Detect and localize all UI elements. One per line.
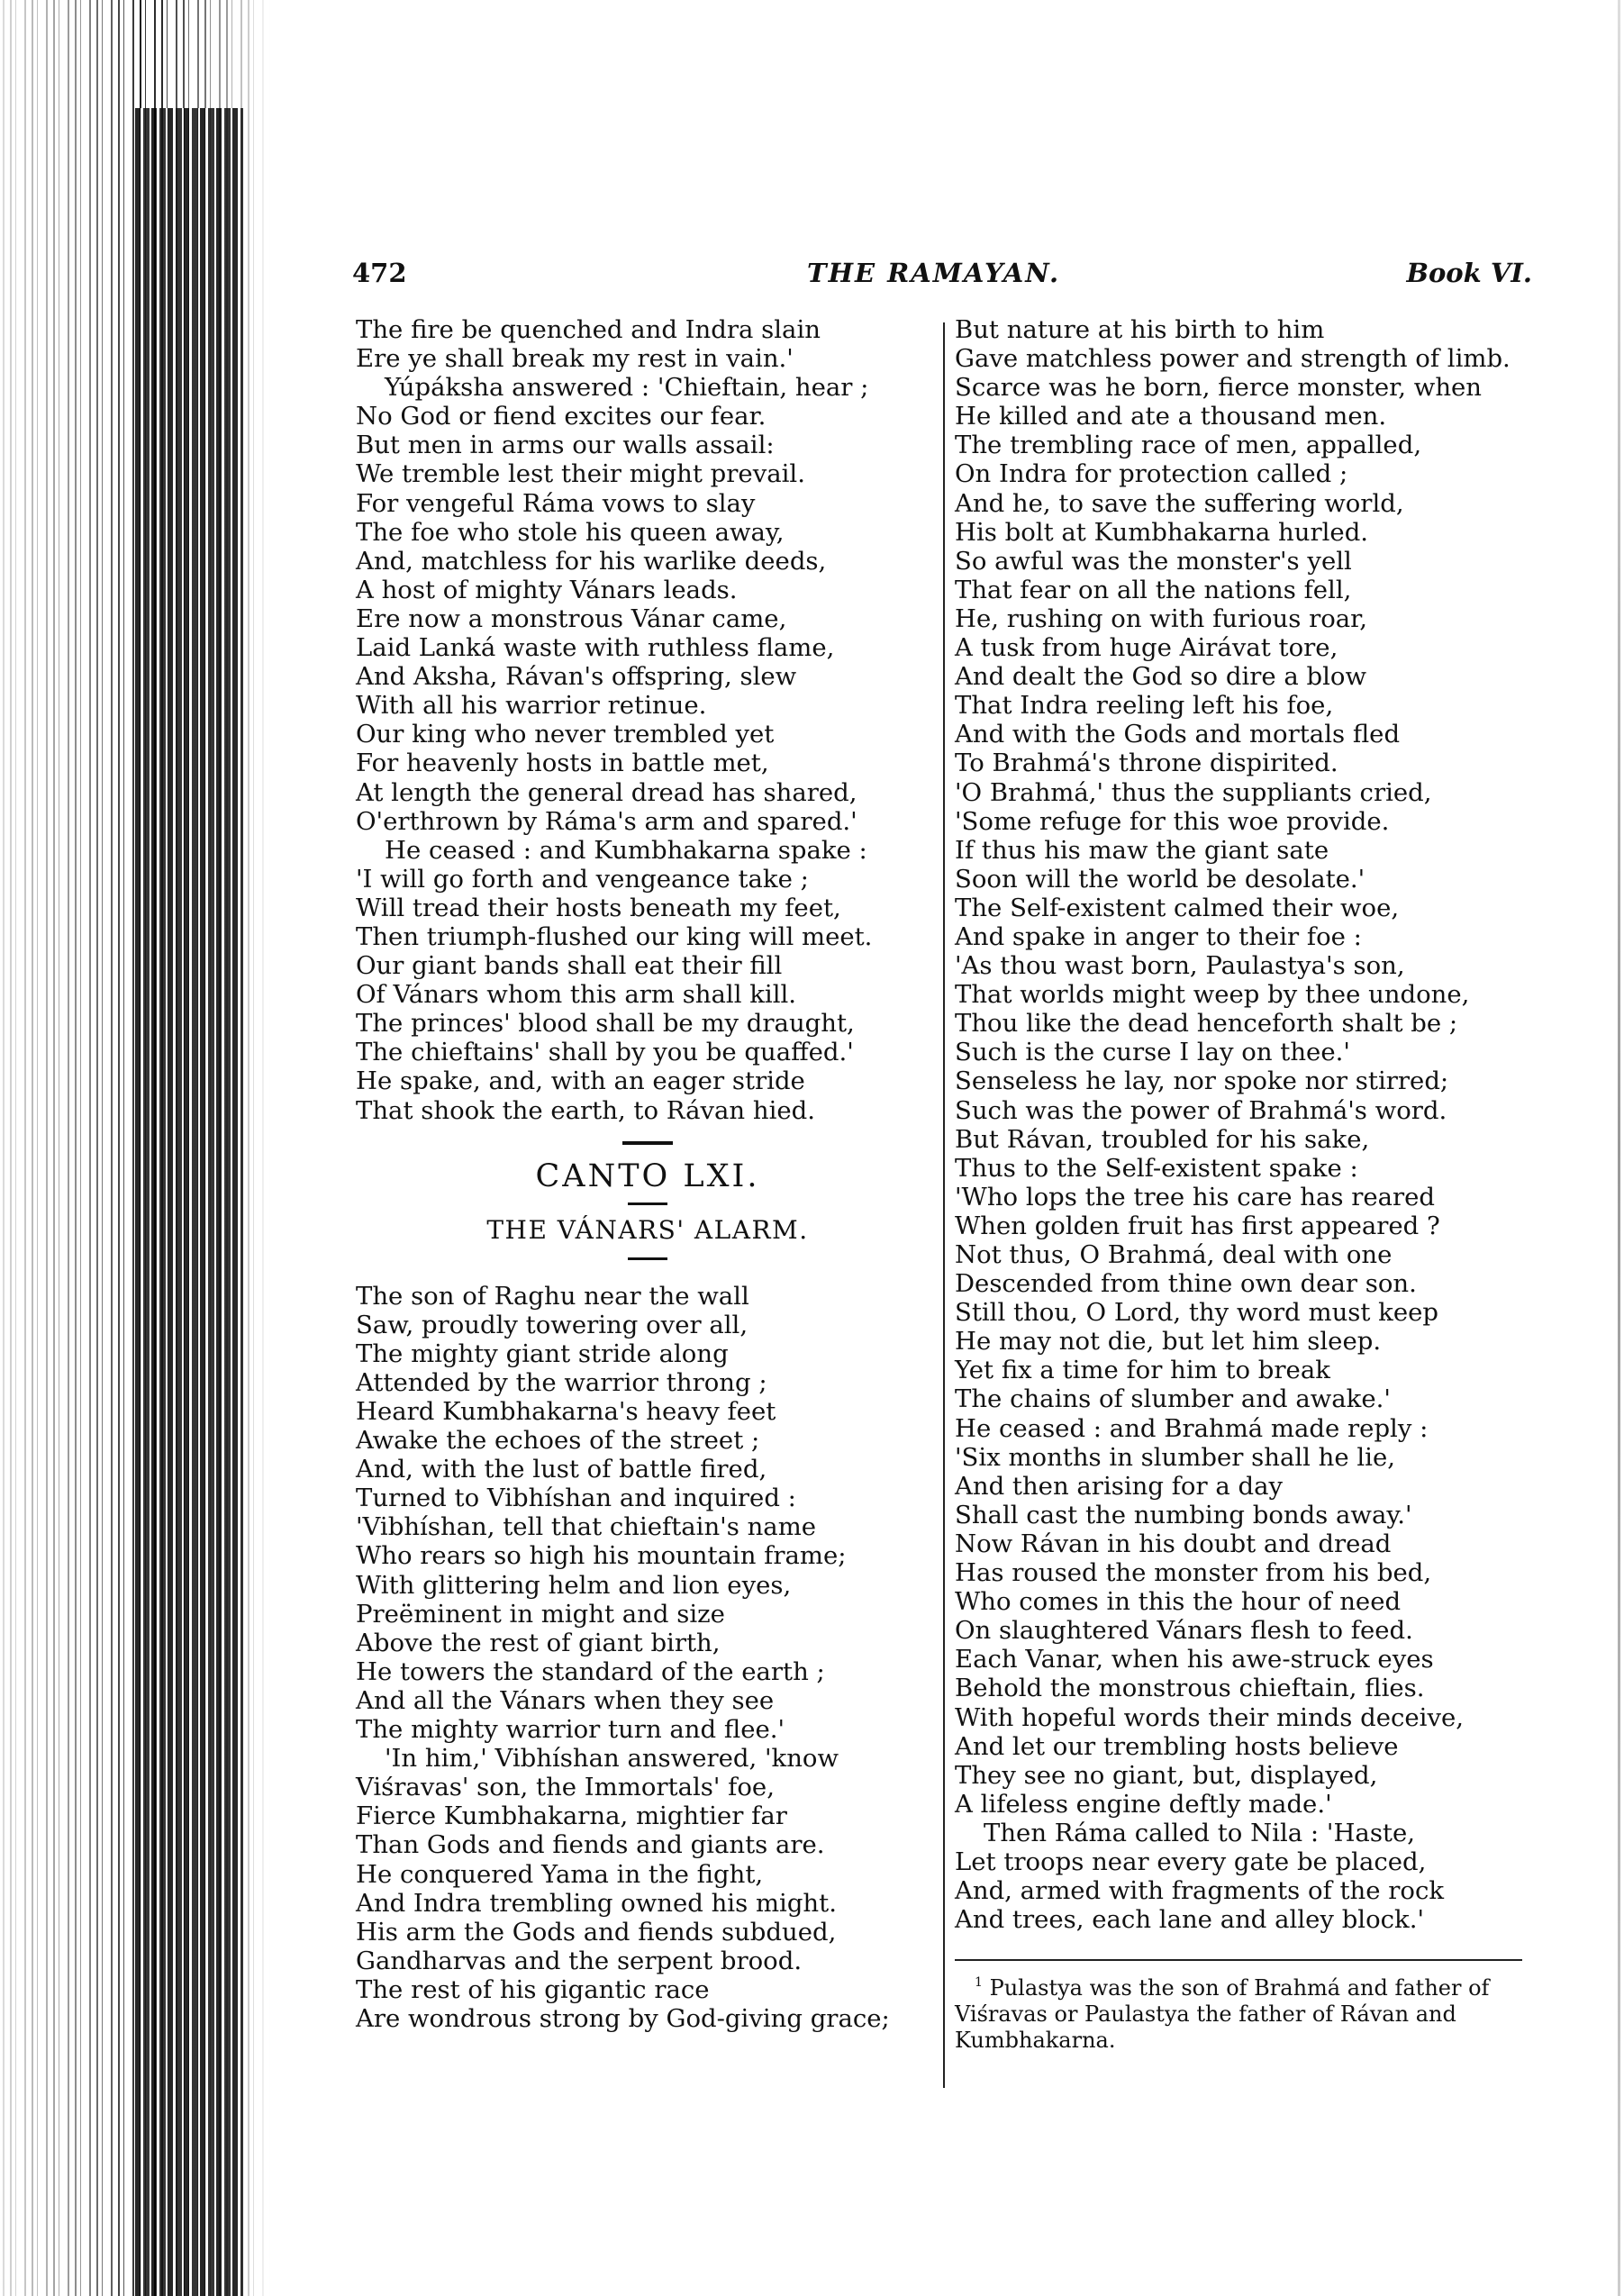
canto-divider bbox=[628, 1202, 667, 1205]
verse-line: On slaughtered Vánars flesh to feed. bbox=[955, 1616, 1413, 1646]
verse-line: To Brahmá's throne dispirited. bbox=[955, 749, 1338, 778]
verse-line: Still thou, O Lord, thy word must keep bbox=[955, 1298, 1439, 1328]
verse-line: Then triumph-flushed our king will meet. bbox=[356, 921, 873, 951]
verse-line: Viśravas' son, the Immortals' foe, bbox=[356, 1773, 775, 1802]
verse-line: The fire be quenched and Indra slain bbox=[356, 315, 821, 344]
verse-line: He towers the standard of the earth ; bbox=[356, 1656, 825, 1686]
verse-line: When golden fruit has first appeared ? bbox=[955, 1211, 1440, 1240]
verse-line: The chains of slumber and awake.' bbox=[955, 1384, 1391, 1414]
column-rule bbox=[943, 322, 945, 2088]
verse-block-top bbox=[356, 315, 939, 1125]
verse-line: No God or fiend excites our fear. bbox=[356, 402, 767, 431]
page-binding-shadow bbox=[135, 108, 243, 2296]
verse-line: 'Who lops the tree his care has reared bbox=[955, 1182, 1436, 1212]
verse-line: And Aksha, Rávan's offspring, slew bbox=[356, 662, 797, 692]
verse-line: With all his warrior retinue. bbox=[356, 691, 707, 721]
verse-line: That shook the earth, to Rávan hied. bbox=[356, 1095, 816, 1125]
verse-line: With hopeful words their minds deceive, bbox=[955, 1702, 1465, 1732]
verse-line: Yúpáksha answered : 'Chieftain, hear ; bbox=[385, 373, 869, 403]
verse-line: Saw, proudly towering over all, bbox=[356, 1310, 748, 1339]
verse-line: Soon will the world be desolate.' bbox=[955, 864, 1365, 894]
verse-line: Such was the power of Brahmá's word. bbox=[955, 1095, 1447, 1125]
verse-line: He ceased : and Kumbhakarna spake : bbox=[385, 835, 867, 865]
verse-line: 'In him,' Vibhíshan answered, 'know bbox=[385, 1744, 839, 1774]
verse-line: The mighty warrior turn and flee.' bbox=[356, 1715, 785, 1745]
verse-line: 'As thou wast born, Paulastya's son, bbox=[955, 951, 1405, 981]
verse-line: And, armed with fragments of the rock bbox=[955, 1876, 1445, 1906]
verse-line: Than Gods and fiends and giants are. bbox=[356, 1830, 825, 1860]
verse-line: At length the general dread has shared, bbox=[356, 777, 857, 807]
verse-line: The son of Raghu near the wall bbox=[356, 1281, 749, 1311]
page-number: 472 bbox=[352, 258, 407, 288]
footnote-marker: 1 bbox=[975, 1975, 983, 1991]
verse-line: His bolt at Kumbhakarna hurled. bbox=[955, 517, 1369, 547]
verse-line: Scarce was he born, fierce monster, when bbox=[955, 373, 1483, 403]
verse-line: Gandharvas and the serpent brood. bbox=[356, 1946, 803, 1975]
verse-line: Descended from thine own dear son. bbox=[955, 1269, 1417, 1299]
verse-line: A tusk from huge Airávat tore, bbox=[955, 633, 1338, 663]
verse-line: Will tread their hosts beneath my feet, bbox=[356, 893, 841, 922]
section-divider bbox=[622, 1141, 673, 1145]
footnote bbox=[955, 1970, 1540, 2054]
book-label: Book VI. bbox=[1406, 258, 1532, 288]
verse-line: Awake the echoes of the street ; bbox=[356, 1426, 760, 1456]
right-column bbox=[955, 315, 1540, 2054]
verse-line: Thus to the Self-existent spake : bbox=[955, 1153, 1358, 1183]
verse-line: And spake in anger to their foe : bbox=[955, 921, 1362, 951]
verse-line: And with the Gods and mortals fled bbox=[955, 720, 1401, 749]
verse-line: But nature at his birth to him bbox=[955, 315, 1325, 344]
verse-line: 'Six months in slumber shall he lie, bbox=[955, 1442, 1395, 1472]
verse-line: And all the Vánars when they see bbox=[356, 1685, 775, 1715]
verse-line: 'Some refuge for this woe provide. bbox=[955, 806, 1390, 836]
verse-line: If thus his maw the giant sate bbox=[955, 835, 1329, 865]
verse-block-right bbox=[955, 315, 1540, 1934]
verse-line: Our king who never trembled yet bbox=[356, 720, 775, 749]
verse-line: 'I will go forth and vengeance take ; bbox=[356, 864, 809, 894]
verse-line: Behold the monstrous chieftain, flies. bbox=[955, 1674, 1425, 1703]
verse-line: Has roused the monster from his bed, bbox=[955, 1558, 1432, 1588]
verse-line: And let our trembling hosts believe bbox=[955, 1731, 1399, 1761]
verse-line: The mighty giant stride along bbox=[356, 1339, 729, 1368]
verse-line: Turned to Vibhíshan and inquired : bbox=[356, 1484, 796, 1513]
verse-line: Shall cast the numbing bonds away.' bbox=[955, 1500, 1412, 1529]
verse-line: Gave matchless power and strength of limb. bbox=[955, 344, 1511, 374]
verse-line: He conquered Yama in the fight, bbox=[356, 1859, 764, 1889]
verse-line: And he, to save the suffering world, bbox=[955, 488, 1404, 518]
verse-line: Not thus, O Brahmá, deal with one bbox=[955, 1240, 1393, 1269]
verse-line: Senseless he lay, nor spoke nor stirred; bbox=[955, 1066, 1449, 1096]
verse-line: His arm the Gods and fiends subdued, bbox=[356, 1917, 837, 1947]
verse-line: The foe who stole his queen away, bbox=[356, 517, 785, 547]
verse-line: Ere ye shall break my rest in vain.' bbox=[356, 344, 794, 374]
verse-line: The rest of his gigantic race bbox=[356, 1974, 710, 2004]
verse-line: Then Ráma called to Nila : 'Haste, bbox=[984, 1818, 1415, 1847]
footnote-text: Pulastya was the son of Brahmá and father of Viśravas or Paulastya the father of Rávan and Kumbhakarna. bbox=[955, 1975, 1490, 2054]
verse-line: Attended by the warrior throng ; bbox=[356, 1367, 767, 1397]
verse-line: But Rávan, troubled for his sake, bbox=[955, 1124, 1370, 1154]
verse-line: A host of mighty Vánars leads. bbox=[356, 575, 738, 604]
verse-line: The trembling race of men, appalled, bbox=[955, 431, 1422, 460]
verse-line: Ere now a monstrous Vánar came, bbox=[356, 603, 787, 633]
verse-line: And trees, each lane and alley block.' bbox=[955, 1905, 1425, 1935]
verse-line: He ceased : and Brahmá made reply : bbox=[955, 1413, 1429, 1443]
canto-title-divider bbox=[628, 1257, 667, 1260]
verse-line: Who rears so high his mountain frame; bbox=[356, 1541, 847, 1571]
verse-line: On Indra for protection called ; bbox=[955, 459, 1348, 489]
verse-line: Above the rest of giant birth, bbox=[356, 1628, 721, 1657]
verse-line: The princes' blood shall be my draught, bbox=[356, 1009, 855, 1039]
verse-line: He killed and ate a thousand men. bbox=[955, 402, 1387, 431]
verse-line: And dealt the God so dire a blow bbox=[955, 662, 1367, 692]
verse-line: He, rushing on with furious roar, bbox=[955, 603, 1368, 633]
verse-line: Laid Lanká waste with ruthless flame, bbox=[356, 633, 835, 663]
left-column bbox=[356, 315, 939, 2033]
verse-line: For heavenly hosts in battle met, bbox=[356, 749, 769, 778]
verse-line: That worlds might weep by thee undone, bbox=[955, 980, 1470, 1010]
verse-line: That Indra reeling left his foe, bbox=[955, 691, 1334, 721]
verse-line: Each Vanar, when his awe-struck eyes bbox=[955, 1645, 1434, 1674]
running-header bbox=[352, 252, 1532, 297]
canto-title: THE VÁNARS' ALARM. bbox=[486, 1214, 809, 1245]
verse-line: With glittering helm and lion eyes, bbox=[356, 1570, 792, 1600]
verse-line: 'O Brahmá,' thus the suppliants cried, bbox=[955, 777, 1432, 807]
verse-line: They see no giant, but, displayed, bbox=[955, 1760, 1378, 1790]
page-right-edge bbox=[1618, 0, 1620, 2296]
verse-line: Preëminent in might and size bbox=[356, 1599, 725, 1629]
verse-line: He spake, and, with an eager stride bbox=[356, 1066, 805, 1096]
verse-line: And Indra trembling owned his might. bbox=[356, 1888, 837, 1918]
verse-line: And, with the lust of battle fired, bbox=[356, 1455, 767, 1484]
verse-line: The chieftains' shall by you be quaffed.' bbox=[356, 1038, 854, 1067]
verse-line: Now Rávan in his doubt and dread bbox=[955, 1529, 1392, 1558]
verse-line: A lifeless engine deftly made.' bbox=[955, 1789, 1332, 1819]
verse-line: Are wondrous strong by God-giving grace; bbox=[356, 2003, 890, 2033]
verse-line: Heard Kumbhakarna's heavy feet bbox=[356, 1397, 776, 1426]
verse-line: So awful was the monster's yell bbox=[955, 546, 1352, 576]
verse-line: Fierce Kumbhakarna, mightier far bbox=[356, 1801, 787, 1831]
verse-line: He may not die, but let him sleep. bbox=[955, 1327, 1382, 1357]
verse-line: Let troops near every gate be placed, bbox=[955, 1847, 1427, 1876]
verse-line: Of Vánars whom this arm shall kill. bbox=[356, 980, 797, 1010]
verse-line: Who comes in this the hour of need bbox=[955, 1587, 1402, 1617]
canto-number: CANTO LXI. bbox=[535, 1157, 760, 1194]
verse-line: Thou like the dead henceforth shalt be ; bbox=[955, 1009, 1458, 1039]
verse-line: Yet fix a time for him to break bbox=[955, 1356, 1330, 1385]
footnote-rule bbox=[955, 1959, 1522, 1961]
verse-line: For vengeful Ráma vows to slay bbox=[356, 488, 756, 518]
verse-line: We tremble lest their might prevail. bbox=[356, 459, 805, 489]
verse-line: Our giant bands shall eat their fill bbox=[356, 951, 783, 981]
verse-line: That fear on all the nations fell, bbox=[955, 575, 1352, 604]
verse-line: Such is the curse I lay on thee.' bbox=[955, 1038, 1350, 1067]
verse-block-bottom bbox=[356, 1282, 939, 2033]
verse-line: The Self-existent calmed their woe, bbox=[955, 893, 1400, 922]
verse-line: And then arising for a day bbox=[955, 1471, 1283, 1501]
verse-line: And, matchless for his warlike deeds, bbox=[356, 546, 827, 576]
running-title: THE RAMAYAN. bbox=[807, 258, 1061, 288]
verse-line: O'erthrown by Ráma's arm and spared.' bbox=[356, 806, 857, 836]
verse-line: 'Vibhíshan, tell that chieftain's name bbox=[356, 1512, 817, 1542]
verse-line: But men in arms our walls assail: bbox=[356, 431, 775, 460]
